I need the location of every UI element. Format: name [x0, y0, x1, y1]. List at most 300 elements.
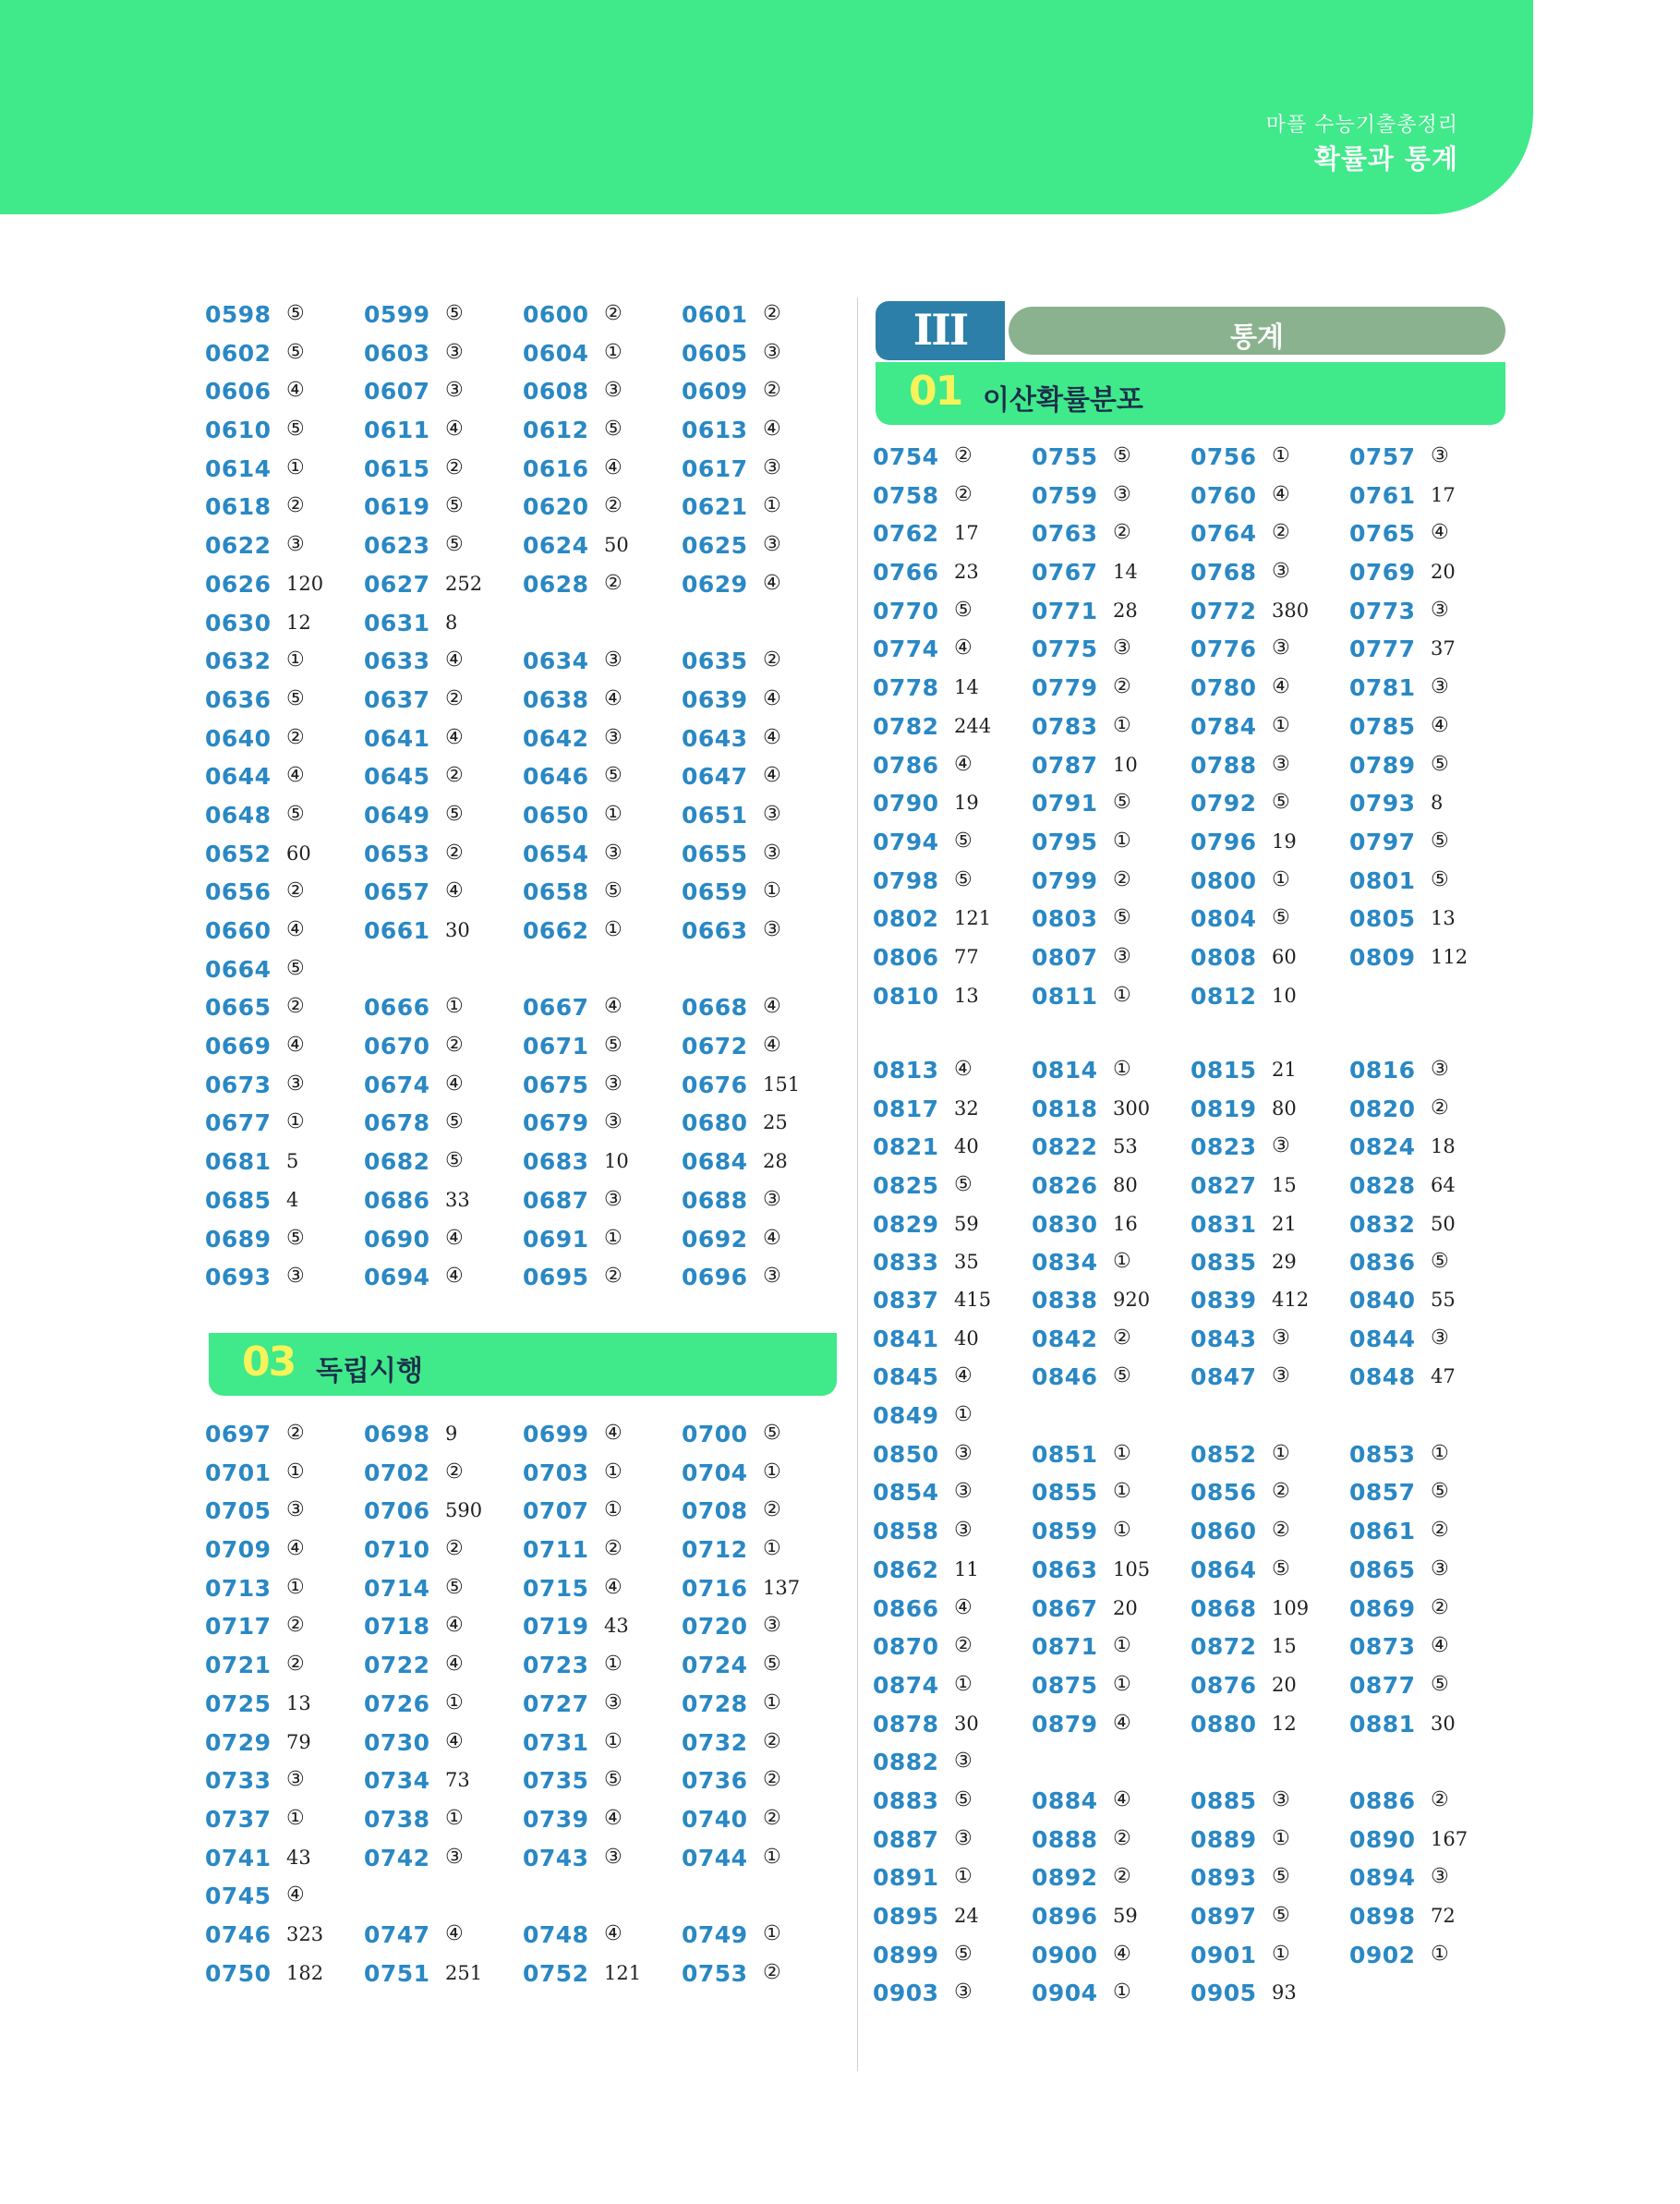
question-number: 0664: [205, 955, 272, 983]
question-number: 0768: [1191, 559, 1257, 587]
answer-value: ③: [1431, 1865, 1449, 1889]
answer-cell: [364, 1687, 523, 1726]
answer-value: ②: [763, 379, 781, 403]
answer-value: ③: [1272, 636, 1290, 660]
question-number: 0753: [682, 1959, 748, 1987]
answer-value: ⑤: [1113, 906, 1131, 930]
answer-cell: [873, 748, 1032, 787]
question-number: 0787: [1032, 751, 1098, 779]
answer-cell: [523, 875, 682, 914]
book-title: 마플 수능기출총정리: [1265, 114, 1458, 137]
answer-cell: [1191, 1976, 1349, 2015]
question-number: 0623: [364, 532, 430, 560]
question-number: 0778: [873, 674, 939, 702]
answer-value: ①: [1272, 867, 1290, 891]
answer-cell: [205, 1456, 364, 1495]
answer-value: ⑤: [604, 1034, 622, 1058]
answer-cell: [1349, 1823, 1508, 1861]
answer-cell: [364, 990, 523, 1029]
answer-cell: [873, 864, 1032, 902]
answer-value: ⑤: [954, 1173, 973, 1197]
answer-value: ③: [954, 1519, 973, 1543]
answer-cell: [1191, 979, 1349, 1018]
answer-value: ①: [954, 1403, 973, 1427]
answer-cell: [1032, 1130, 1191, 1169]
question-number: 0625: [682, 532, 748, 560]
answer-cell: [682, 721, 840, 760]
answer-cell: [364, 528, 523, 567]
answer-value: ⑤: [1113, 444, 1131, 467]
answer-value: ④: [763, 418, 781, 442]
answer-value: ⑤: [445, 1575, 464, 1599]
answer-value: ②: [445, 1537, 464, 1561]
answer-value: ③: [1272, 1364, 1290, 1388]
question-number: 0767: [1032, 559, 1098, 587]
question-number: 0658: [523, 878, 589, 906]
question-number: 0706: [364, 1497, 430, 1525]
answer-cell: [523, 837, 682, 876]
question-number: 0866: [873, 1594, 939, 1622]
answer-cell: [205, 1687, 364, 1726]
answer-value: ②: [763, 302, 781, 325]
answer-value: ④: [445, 418, 464, 442]
answer-cell: [523, 374, 682, 413]
answer-cell: [1191, 671, 1349, 709]
question-number: 0631: [364, 609, 430, 636]
question-number: 0801: [1349, 866, 1416, 894]
answer-cell: [1191, 1130, 1349, 1169]
answer-value: ③: [604, 1845, 622, 1869]
question-number: 0818: [1032, 1095, 1098, 1122]
answer-value: 9: [445, 1423, 458, 1445]
answer-cell: [1032, 709, 1191, 748]
answer-value: ②: [286, 1614, 305, 1638]
answer-cell: [682, 759, 840, 798]
answer-value: ③: [763, 340, 781, 364]
question-number: 0802: [873, 905, 939, 933]
question-number: 0803: [1032, 905, 1098, 933]
answer-value: ④: [1113, 1711, 1131, 1735]
question-number: 0810: [873, 982, 939, 1010]
answer-value: ③: [1431, 444, 1449, 467]
question-number: 0707: [523, 1497, 589, 1525]
answer-cell: [873, 440, 1032, 478]
answer-cell: [523, 1106, 682, 1144]
answer-value: ④: [445, 1614, 464, 1638]
answer-value: 80: [1113, 1174, 1138, 1197]
answer-cell: [523, 1144, 682, 1183]
answer-value: ②: [445, 1459, 464, 1483]
answer-cell: [682, 644, 840, 683]
question-number: 0604: [523, 339, 589, 367]
question-number: 0619: [364, 493, 430, 521]
question-number: 0896: [1032, 1903, 1098, 1930]
question-number: 0622: [205, 532, 272, 560]
question-number: 0633: [364, 648, 430, 675]
answer-value: ①: [1113, 1250, 1131, 1274]
answer-value: ③: [763, 1614, 781, 1638]
question-number: 0775: [1032, 636, 1098, 663]
answer-cell: [1191, 1360, 1349, 1399]
question-number: 0755: [1032, 443, 1098, 470]
answer-cell: [682, 528, 840, 567]
answer-value: 14: [1113, 561, 1138, 584]
answer-cell: [873, 1514, 1032, 1553]
answer-value: 415: [954, 1289, 992, 1311]
question-number: 0685: [205, 1186, 272, 1214]
question-number: 0806: [873, 943, 939, 971]
question-number: 0761: [1349, 481, 1416, 509]
answer-value: ①: [604, 1653, 622, 1677]
answer-value: ④: [1431, 713, 1449, 737]
answer-cell: [205, 1841, 364, 1880]
answer-value: 121: [954, 907, 992, 930]
answer-value: ④: [604, 1422, 622, 1445]
answer-value: ②: [286, 725, 305, 749]
answer-cell: [523, 1571, 682, 1610]
answer-cell: [205, 1918, 364, 1956]
answer-value: ③: [604, 725, 622, 749]
question-number: 0630: [205, 609, 272, 636]
answer-value: ②: [1113, 867, 1131, 891]
question-number: 0640: [205, 724, 272, 752]
answer-cell: [205, 1029, 364, 1068]
answer-cell: [205, 1648, 364, 1687]
answer-cell: [682, 1417, 840, 1456]
answer-cell: [1191, 1437, 1349, 1476]
question-number: 0727: [523, 1689, 589, 1717]
answer-value: ②: [286, 1653, 305, 1677]
question-number: 0891: [873, 1864, 939, 1892]
question-number: 0886: [1349, 1786, 1416, 1814]
answer-cell: [205, 297, 364, 336]
answer-cell: [1191, 1092, 1349, 1131]
answer-cell: [1191, 1784, 1349, 1823]
answer-value: ②: [1113, 1865, 1131, 1889]
question-number: 0882: [873, 1749, 939, 1776]
answer-value: ④: [1272, 482, 1290, 506]
question-number: 0878: [873, 1710, 939, 1738]
answer-cell: [873, 1629, 1032, 1668]
question-number: 0797: [1349, 828, 1416, 855]
answer-value: ①: [445, 995, 464, 1019]
answer-cell: [205, 683, 364, 721]
question-number: 0870: [873, 1633, 939, 1661]
question-number: 0838: [1032, 1287, 1098, 1314]
answer-value: 11: [954, 1557, 979, 1580]
question-number: 0792: [1191, 790, 1257, 817]
answer-value: ④: [445, 1226, 464, 1250]
answer-cell: [1349, 440, 1508, 478]
question-number: 0639: [682, 685, 748, 713]
answer-cell: [1349, 1899, 1508, 1938]
question-number: 0689: [205, 1225, 272, 1253]
answer-cell: [1349, 1322, 1508, 1361]
answer-value: ②: [1113, 521, 1131, 545]
question-number: 0789: [1349, 751, 1416, 779]
question-number: 0887: [873, 1825, 939, 1853]
question-number: 0842: [1032, 1325, 1098, 1352]
question-number: 0846: [1032, 1363, 1098, 1391]
part-title: 통계: [1230, 321, 1284, 354]
answer-value: ②: [286, 1422, 305, 1445]
question-number: 0759: [1032, 481, 1098, 509]
question-number: 0657: [364, 878, 430, 906]
answer-cell: [1032, 516, 1191, 555]
answer-value: ②: [286, 879, 305, 903]
answer-value: ③: [1431, 1326, 1449, 1350]
answer-cell: [523, 990, 682, 1029]
answer-cell: [523, 490, 682, 528]
answer-value: ③: [954, 1750, 973, 1774]
answer-cell: [205, 1494, 364, 1532]
answer-value: 4: [286, 1188, 299, 1211]
question-number: 0786: [873, 751, 939, 779]
question-number: 0861: [1349, 1518, 1416, 1545]
answer-cell: [682, 1532, 840, 1571]
answer-value: 17: [1431, 483, 1456, 506]
answer-cell: [1191, 1053, 1349, 1092]
question-number: 0788: [1191, 751, 1257, 779]
answer-value: 19: [954, 792, 979, 815]
answer-cell: [523, 1687, 682, 1726]
answer-value: ⑤: [763, 1422, 781, 1445]
question-number: 0811: [1032, 982, 1098, 1010]
question-number: 0682: [364, 1148, 430, 1176]
answer-cell: [1349, 902, 1508, 940]
question-number: 0713: [205, 1574, 272, 1602]
answer-value: 55: [1431, 1289, 1456, 1311]
question-number: 0752: [523, 1959, 589, 1987]
question-number: 0690: [364, 1225, 430, 1253]
book-subtitle: 확률과 통계: [1313, 143, 1458, 175]
answer-value: ④: [286, 1883, 305, 1907]
question-number: 0805: [1349, 905, 1416, 933]
answer-cell: [1191, 748, 1349, 787]
question-number: 0824: [1349, 1133, 1416, 1161]
question-number: 0819: [1191, 1095, 1257, 1122]
answer-value: ②: [286, 494, 305, 518]
answer-cell: [523, 1222, 682, 1261]
section-bar-01: [876, 362, 1505, 425]
answer-value: ①: [763, 879, 781, 903]
answer-value: ①: [763, 1459, 781, 1483]
answer-value: ③: [1431, 1556, 1449, 1580]
answer-cell: [873, 709, 1032, 748]
answer-cell: [1191, 1707, 1349, 1746]
answer-value: ⑤: [286, 686, 305, 710]
answer-cell: [1032, 748, 1191, 787]
answer-cell: [1032, 555, 1191, 594]
question-number: 0695: [523, 1264, 589, 1291]
answer-value: ③: [1272, 1326, 1290, 1350]
section-bar-03: [209, 1333, 837, 1396]
answer-cell: [205, 1609, 364, 1648]
answer-value: 12: [1272, 1712, 1297, 1735]
answer-cell: [523, 567, 682, 606]
answer-cell: [364, 1841, 523, 1880]
answer-value: 105: [1113, 1557, 1151, 1580]
answer-value: 17: [954, 522, 979, 545]
question-number: 0899: [873, 1941, 939, 1968]
question-number: 0904: [1032, 1980, 1098, 2007]
question-number: 0771: [1032, 597, 1098, 624]
answer-value: ④: [763, 725, 781, 749]
answer-value: ①: [445, 1690, 464, 1714]
answer-cell: [1032, 671, 1191, 709]
answer-cell: [873, 1707, 1032, 1746]
question-number: 0666: [364, 994, 430, 1022]
answer-cell: [1349, 864, 1508, 902]
answer-cell: [1349, 825, 1508, 864]
answer-cell: [1191, 1592, 1349, 1630]
question-number: 0712: [682, 1536, 748, 1564]
answer-value: ①: [1113, 1441, 1131, 1465]
answer-cell: [523, 1841, 682, 1880]
answer-cell: [1032, 864, 1191, 902]
question-number: 0660: [205, 917, 272, 944]
question-number: 0754: [873, 443, 939, 470]
answer-value: ②: [445, 455, 464, 479]
question-number: 0656: [205, 878, 272, 906]
question-number: 0791: [1032, 790, 1098, 817]
question-number: 0808: [1191, 943, 1257, 971]
answer-value: 112: [1431, 945, 1468, 968]
question-number: 0736: [682, 1767, 748, 1795]
answer-value: ②: [1431, 1787, 1449, 1811]
answer-cell: [364, 1918, 523, 1956]
question-number: 0769: [1349, 559, 1416, 587]
answer-cell: [364, 644, 523, 683]
answer-value: ⑤: [1272, 906, 1290, 930]
question-number: 0681: [205, 1148, 272, 1176]
answer-value: ⑤: [954, 1787, 973, 1811]
question-number: 0654: [523, 840, 589, 867]
answer-value: ①: [954, 1865, 973, 1889]
question-number: 0815: [1191, 1057, 1257, 1084]
answer-cell: [1032, 1784, 1191, 1823]
question-number: 0766: [873, 559, 939, 587]
answer-cell: [205, 1726, 364, 1764]
answer-cell: [205, 567, 364, 606]
question-number: 0729: [205, 1728, 272, 1756]
answer-cell: [682, 837, 840, 876]
answer-value: ③: [954, 1441, 973, 1465]
answer-value: ③: [763, 841, 781, 865]
answer-cell: [523, 759, 682, 798]
question-number: 0741: [205, 1844, 272, 1871]
answer-value: ④: [954, 636, 973, 660]
question-number: 0757: [1349, 443, 1416, 470]
answer-value: 244: [954, 714, 992, 737]
answer-value: 64: [1431, 1174, 1456, 1197]
answer-value: ①: [1431, 1441, 1449, 1465]
answer-value: 28: [1113, 599, 1138, 622]
question-number: 0679: [523, 1109, 589, 1137]
question-number: 0716: [682, 1574, 748, 1602]
answer-cell: [1349, 748, 1508, 787]
answer-cell: [1191, 709, 1349, 748]
question-number: 0865: [1349, 1556, 1416, 1583]
question-number: 0645: [364, 763, 430, 791]
answer-value: ①: [1272, 444, 1290, 467]
answer-value: ③: [445, 1845, 464, 1869]
answer-cell: [873, 1283, 1032, 1322]
answer-value: ④: [604, 1921, 622, 1945]
question-number: 0688: [682, 1186, 748, 1214]
answer-value: ③: [604, 1187, 622, 1211]
answer-cell: [682, 798, 840, 837]
part-numeral: III: [913, 305, 968, 355]
answer-cell: [682, 297, 840, 336]
answer-value: ③: [954, 1980, 973, 2004]
answer-value: ④: [763, 995, 781, 1019]
question-number: 0758: [873, 481, 939, 509]
question-number: 0641: [364, 724, 430, 752]
question-number: 0611: [364, 417, 430, 444]
answer-value: ③: [286, 1265, 305, 1289]
answer-cell: [1191, 1553, 1349, 1592]
answer-cell: [364, 567, 523, 606]
answer-value: ③: [1272, 1787, 1290, 1811]
question-number: 0869: [1349, 1594, 1416, 1622]
question-number: 0701: [205, 1459, 272, 1486]
answer-value: ②: [763, 1498, 781, 1522]
answer-cell: [682, 1956, 840, 1995]
question-number: 0794: [873, 828, 939, 855]
answer-value: ②: [286, 995, 305, 1019]
question-number: 0812: [1191, 982, 1257, 1010]
answer-value: ⑤: [954, 598, 973, 622]
answer-cell: [523, 1648, 682, 1687]
question-number: 0825: [873, 1172, 939, 1200]
answer-cell: [205, 336, 364, 375]
question-number: 0881: [1349, 1710, 1416, 1738]
question-number: 0665: [205, 994, 272, 1022]
answer-value: ④: [286, 918, 305, 941]
question-number: 0730: [364, 1728, 430, 1756]
answer-cell: [1349, 709, 1508, 748]
answer-cell: [205, 1879, 364, 1918]
answer-value: ①: [763, 494, 781, 518]
question-number: 0747: [364, 1920, 430, 1948]
question-number: 0822: [1032, 1133, 1098, 1161]
answer-cell: [873, 1860, 1032, 1899]
question-number: 0669: [205, 1033, 272, 1060]
answer-cell: [1349, 1707, 1508, 1746]
answer-value: 16: [1113, 1212, 1138, 1235]
question-number: 0804: [1191, 905, 1257, 933]
question-number: 0858: [873, 1518, 939, 1545]
answer-value: ③: [763, 802, 781, 826]
answer-value: ④: [604, 455, 622, 479]
answer-value: 167: [1431, 1827, 1468, 1850]
answer-cell: [1349, 1437, 1508, 1476]
answer-value: ①: [1113, 713, 1131, 737]
section-number: 03: [242, 1338, 296, 1386]
answer-value: 15: [1272, 1174, 1297, 1197]
answer-value: ④: [286, 1034, 305, 1058]
answer-cell: [205, 452, 364, 490]
answer-value: 73: [445, 1769, 470, 1792]
answer-cell: [682, 990, 840, 1029]
answer-value: ④: [1113, 1787, 1131, 1811]
answer-value: ④: [763, 686, 781, 710]
answer-value: ⑤: [1272, 1865, 1290, 1889]
answer-cell: [873, 1169, 1032, 1207]
answer-value: ④: [445, 725, 464, 749]
question-number: 0731: [523, 1728, 589, 1756]
